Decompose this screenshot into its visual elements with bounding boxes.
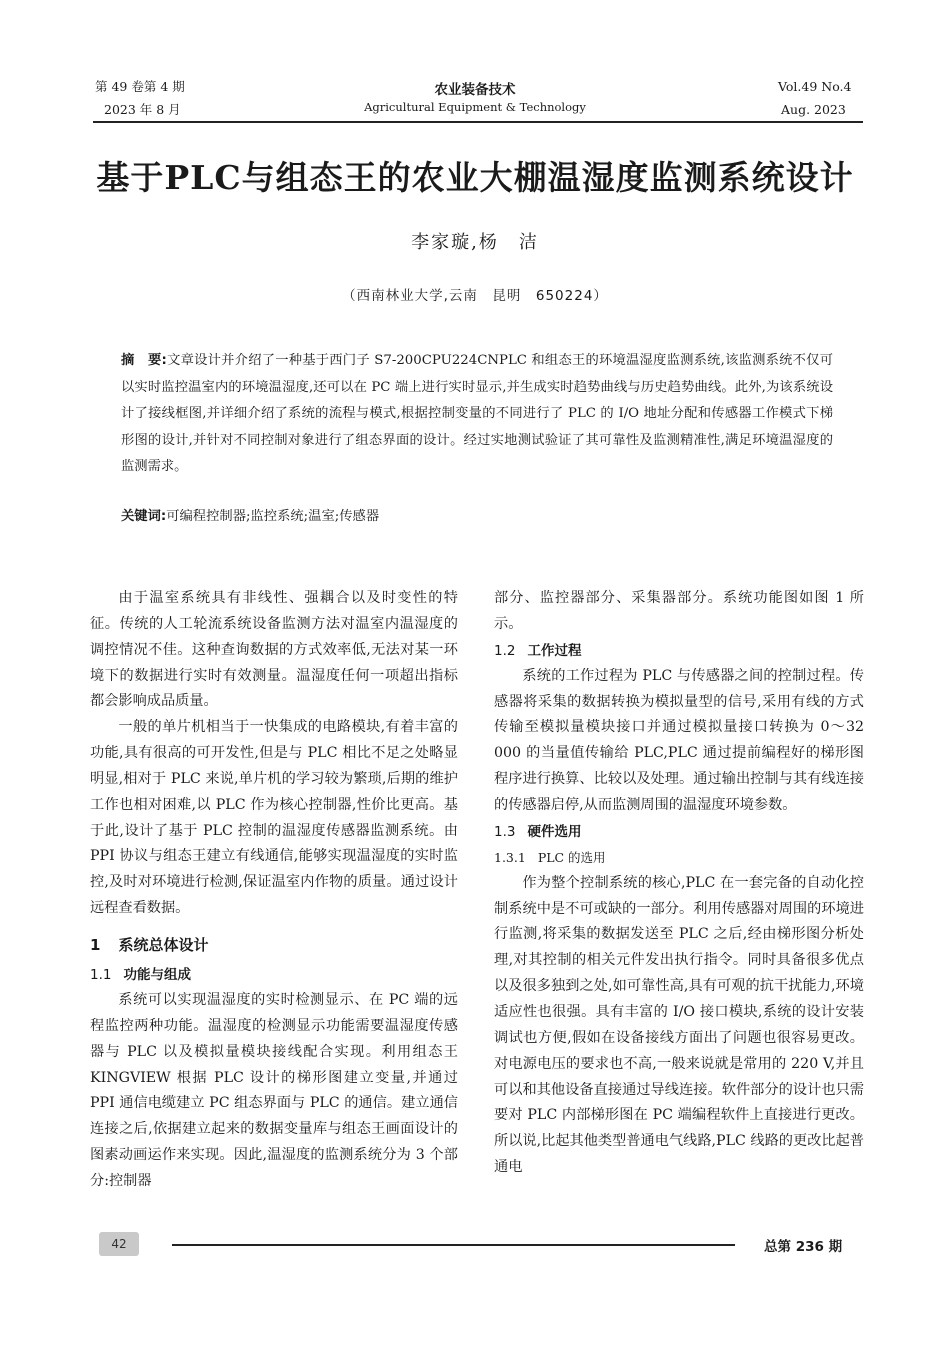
header-vol-en: Vol.49 No.4 [778, 79, 852, 94]
header-rule [93, 121, 863, 123]
paper-title: 基于PLC与组态王的农业大棚温湿度监测系统设计 [96, 158, 854, 197]
header-journal-cn: 农业装备技术 [434, 82, 516, 98]
paper-affiliation: （西南林业大学,云南 昆明 650224） [342, 288, 608, 304]
paper-authors: 李家璇,杨 洁 [411, 232, 539, 253]
section-1-3-number: 1.3 [494, 823, 516, 840]
right-paragraph-1: 部分、监控器部分、采集器部分。系统功能图如图 1 所示。 [494, 590, 864, 632]
section-1-1-heading [90, 962, 458, 988]
section-1-2-number: 1.2 [494, 642, 516, 659]
abstract [121, 348, 833, 481]
left-paragraph-1: 由于温室系统具有非线性、强耦合以及时变性的特征。传统的人工轮流系统设备监测方法对温室内温湿度的调控情况不佳。这种查询数据的方式效率低,无法对某一环境下的数据进行实时有效测量。温湿度任何一项超出指标都会影响成品质量。 [90, 590, 458, 710]
section-1-3-title: 硬件选用 [527, 823, 582, 840]
total-issue-number: 总第 236 期 [764, 1239, 843, 1255]
section-1-3-1-title: PLC 的选用 [537, 849, 606, 865]
footer-rule [172, 1244, 735, 1246]
section-1-2-title: 工作过程 [527, 642, 582, 659]
section-1-heading [90, 928, 458, 962]
right-paragraph-3: 作为整个控制系统的核心,PLC 在一套完备的自动化控制系统中是不可或缺的一部分。利用传感器对周围的环境进行监测,将采集的数据发送至 PLC 之后,经由梯形图分析处理,对其控制的相关元件发出执行指令。同时具备很多优点以及很多独到之处,如可靠性高,具有可观的抗干扰能力,环境适应性也很强。具有丰富的 I/O 接口模块,系统的设计安装调试也方便,假如在设备接线方面出了问题也很容易更改。对电源电压的要求也不高,一般来说就是常用的 220 V,并且可以和其他设备直接通过导线连接。软件部分的设计也只需要对 PLC 内部梯形图在 PC 端编程软件上直接进行更改。所以说,比起其他类型普通电气线路,PLC 线路的更改比起普通电 [494, 874, 864, 1176]
section-1-number: 1 [90, 935, 101, 954]
header-journal-en: Agricultural Equipment & Technology [364, 100, 586, 114]
keywords-label: 关键词: [121, 509, 167, 524]
section-1-3-1-number: 1.3.1 [494, 849, 526, 865]
section-1-3-heading [494, 819, 864, 845]
abstract-text: 文章设计并介绍了一种基于西门子 S7-200CPU224CNPLC 和组态王的环境温湿度监测系统,该监测系统不仅可以实时监控温室内的环境温湿度,还可以在 PC 端上进行实时显示,并生成实时趋势曲线与历史趋势曲线。此外,为该系统设计了接线框图,并详细介绍了系统的流程与模式,根据控制变量的不同进行了 PLC 的 I/O 地址分配和传感器工作模式下梯形图的设计,并针对不同控制对象进行了组态界面的设计。经过实地测试验证了其可靠性及监测精准性,满足环境温湿度的监测需求。 [121, 353, 833, 474]
header-date-cn: 2023 年 8 月 [104, 102, 181, 117]
header-date-en: Aug. 2023 [781, 102, 846, 117]
page-number-badge [99, 1232, 139, 1256]
left-paragraph-2: 一般的单片机相当于一快集成的电路模块,有着丰富的功能,具有很高的可开发性,但是与 PLC 相比不足之处略显明显,相对于 PLC 来说,单片机的学习较为繁琐,后期的维护工作也相对困难,以 PLC 作为核心控制器,性价比更高。基于此,设计了基于 PLC 控制的温湿度传感器监测系统。由 PPI 协议与组态王建立有线通信,能够实现温湿度的实时监控,及时对环境进行检测,保证温室内作物的质量。通过设计远程查看数据。 [90, 719, 458, 917]
keywords [121, 505, 833, 529]
section-1-2-heading [494, 638, 864, 664]
right-paragraph-2: 系统的工作过程为 PLC 与传感器之间的控制过程。传感器将采集的数据转换为模拟量型的信号,采用有线的方式传输至模拟量模块接口并通过模拟量接口转换为 0～32 000 的当量值传输给 PLC,PLC 通过提前编程好的梯形图程序进行换算、比较以及处理。通过输出控制与其有线连接的传感器启停,从而监测周围的温湿度环境参数。 [494, 667, 864, 813]
page-number: 42 [111, 1237, 127, 1251]
section-1-1-title: 功能与组成 [123, 966, 191, 983]
left-column [90, 586, 458, 1195]
section-1-3-1-heading [494, 845, 864, 871]
keywords-text: 可编程控制器;监控系统;温室;传感器 [166, 509, 380, 524]
right-column [494, 586, 864, 1181]
header-volume-issue: 第 49 卷第 4 期 [95, 79, 185, 94]
left-paragraph-3: 系统可以实现温湿度的实时检测显示、在 PC 端的远程监控两种功能。温湿度的检测显示功能需要温湿度传感器与 PLC 以及模拟量模块接线配合实现。利用组态王 KINGVIEW 根据 PLC 设计的梯形图建立变量,并通过 PPI 通信电缆建立 PC 组态界面与 PLC 的通信。建立通信连接之后,依据建立起来的数据变量库与组态王画面设计的图素动画运作来实现。因此,温湿度的监测系统分为 3 个部分:控制器 [90, 991, 458, 1189]
section-1-1-number: 1.1 [90, 966, 112, 983]
abstract-label: 摘 要: [121, 353, 167, 368]
section-1-title: 系统总体设计 [118, 935, 209, 954]
